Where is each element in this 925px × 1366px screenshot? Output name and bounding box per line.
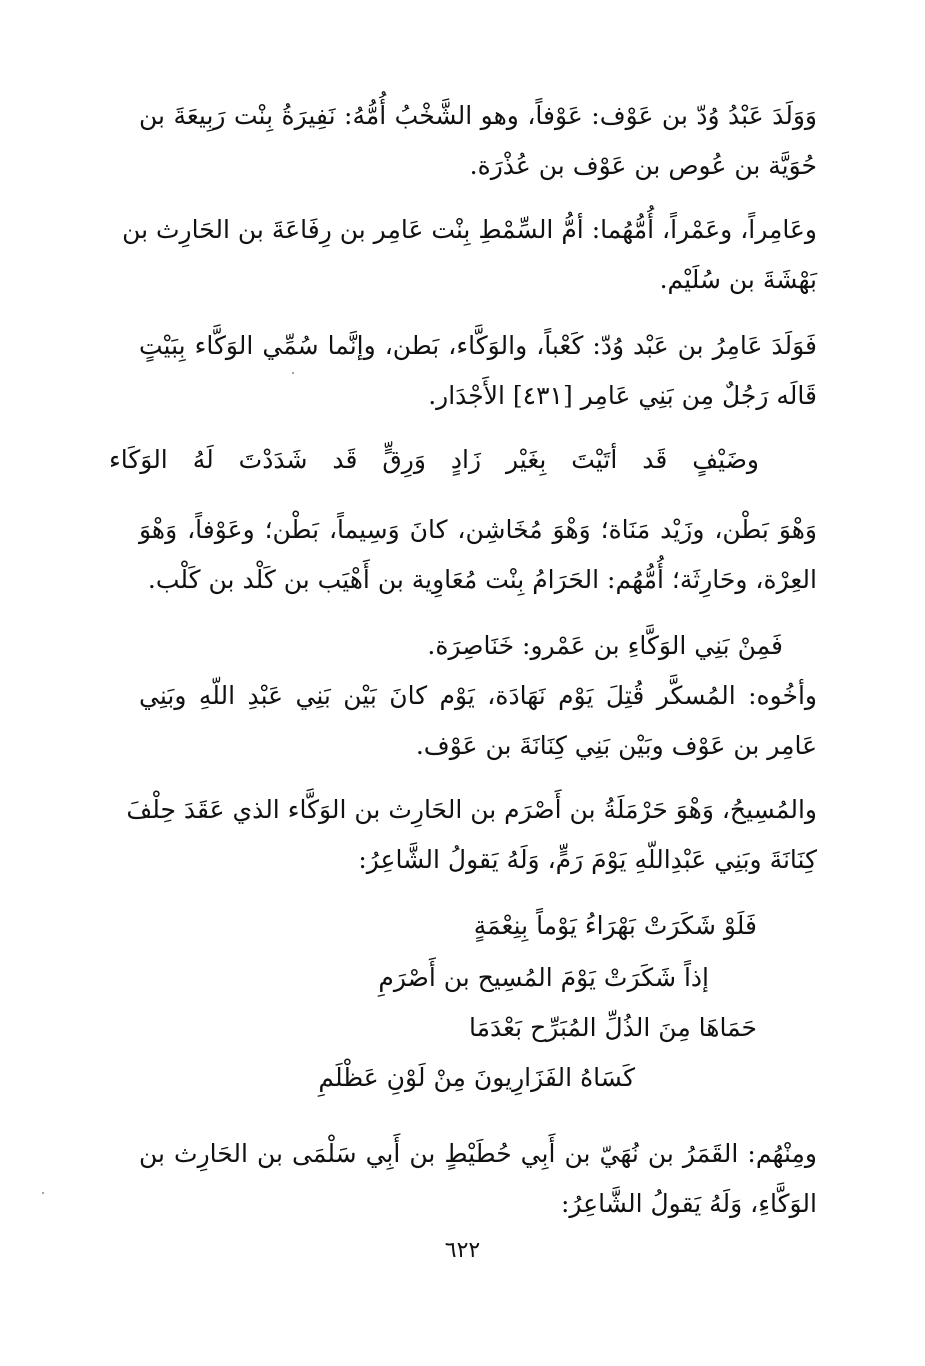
verse-line: وضَيْفٍ قَد أتَيْتَ بِغَيْر زَادٍ وَرِقٍّ قَد شَدَدْتَ لَهُ الوَكَاء	[109, 445, 759, 474]
text-line: وَوَلَدَ عَبْدُ وُدّ بن عَوْف: عَوْفاً، وهو الشَّخْبُ أُمُّهُ: نَفِيرَةُ بِنْت رَبِيعَةَ بن	[139, 101, 817, 130]
scan-speck	[42, 1192, 44, 1194]
poem-hemistich: إذاً شَكَرَتْ يَوْمَ المُسِيح بن أَصْرَمِ	[378, 963, 709, 992]
text-line: فَوَلَدَ عَامِرُ بن عَبْد وُدّ: كَعْباً، والوَكَّاء، بَطن، وإنَّما سُمِّي الوَكَّاء بِبَيْتٍ	[139, 331, 817, 360]
scan-speck	[292, 372, 294, 374]
text-line: وأخُوه: المُسكَّر قُتِلَ يَوْم نَهَادَة، يَوْم كانَ بَيْن بَنِي عَبْدِ اللّهِ وبَنِي	[139, 681, 817, 710]
text-line: العِرْة، وحَارِثَة؛ أُمُّهُم: الحَرَامُ بِنْت مُعَاوِية بن أَهْيَب بن كَلْد بن كَلْب.	[147, 565, 817, 594]
text-line: عَامِر بن عَوْف وبَيْن بَنِي كِنَانَةَ بن عَوْف.	[415, 731, 817, 760]
poem-hemistich: فَلَوْ شَكَرَتْ بَهْرَاءُ يَوْماً بِنِعْمَةٍ	[473, 911, 757, 940]
text-line: ومِنْهُم: القَمَرُ بن نُهَيّ بن أَبِي حُطَيْطٍ بن أَبِي سَلْمَى بن الحَارِث بن	[139, 1139, 817, 1168]
poem-hemistich: كَسَاهُ الفَزَارِيونَ مِنْ لَوْنِ عَظْلَمِ	[318, 1063, 635, 1092]
text-line: الوَكَّاءِ، وَلَهُ يَقولُ الشَّاعِرُ:	[560, 1189, 817, 1218]
text-line: وَهْوَ بَطْن، وزَيْد مَنَاة؛ وَهْوَ مُخَاشِن، كانَ وَسِيماً، بَطْن؛ وعَوْفاً، وَهْوَ	[139, 515, 817, 544]
text-line: كِنَانَةَ وبَنِي عَبْدِاللّهِ يَوْمَ رَمٍّ، وَلَهُ يَقولُ الشَّاعِرُ:	[358, 845, 817, 874]
text-line: فَمِنْ بَنِي الوَكَّاءِ بن عَمْرو: خَنَاصِرَة.	[427, 631, 783, 660]
poem-hemistich: حَمَاهَا مِنَ الذُلِّ المُبَرِّح بَعْدَمَا	[468, 1013, 757, 1042]
page-number: ٦٢٢	[444, 1238, 481, 1263]
text-line: والمُسِيحُ، وَهْوَ حَرْمَلَةُ بن أَصْرَم بن الحَارِث بن الوَكَّاء الذي عَقَدَ حِلْفَ	[126, 795, 817, 824]
text-line: حُوَيَّة بن عُوص بن عَوْف بن عُذْرَة.	[469, 151, 817, 180]
text-line: قَالَه رَجُلٌ مِن بَنِي عَامِر [٤٣١] الأَجْدَار.	[428, 381, 817, 410]
text-line: وعَامِراً، وعَمْراً، أُمُّهُما: أمُّ السِّمْطِ بِنْت عَامِر بن رِفَاعَةَ بن الحَارِث بن	[122, 215, 817, 244]
text-line: بَهْشَةَ بن سُلَيْم.	[659, 265, 817, 294]
